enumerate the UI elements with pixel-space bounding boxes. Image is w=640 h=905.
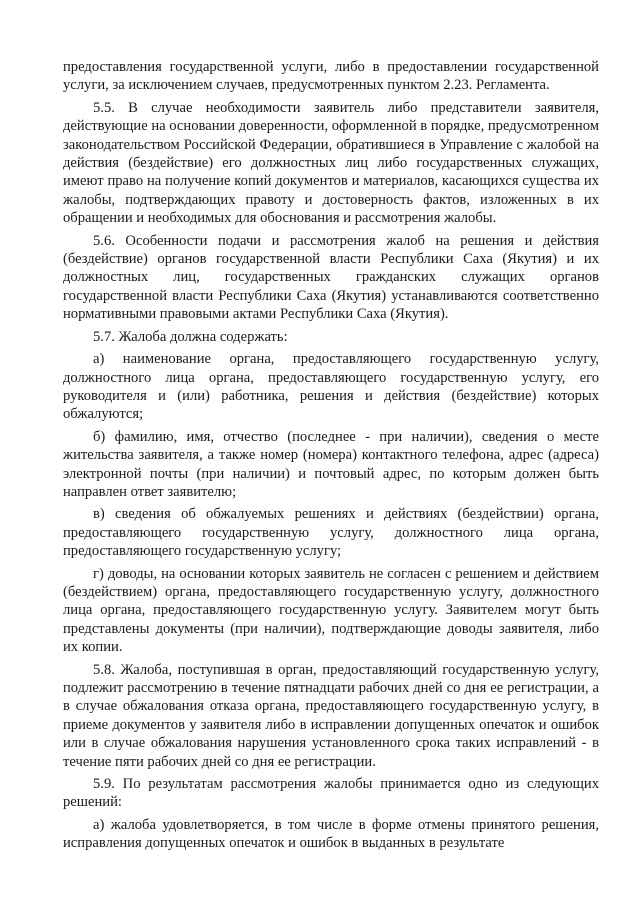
paragraph-continuation: предоставления государственной услуги, либо в предоставлении государственной услуги, за исключением случаев, предусмотренных пунктом 2.23. Регламента. <box>63 59 599 94</box>
paragraph-5-5: 5.5. В случае необходимости заявитель либо представители заявителя, действующие на основании доверенности, оформленной в порядке, предусмотренном законодательством Российской Федерации, обратившиеся в Управление с жалобой на действия (бездействие) его должностных лиц либо государственных служащих, имеют право на получение копий документов и материалов, касающихся существа их жалобы, подтверждающих правоту и достоверность фактов, изложенных в их обращении и необходимых для обоснования и рассмотрения жалобы. <box>63 99 599 227</box>
list-item-v: в) сведения об обжалуемых решениях и действиях (бездействии) органа, предоставляющего государственную услугу, должностного лица органа, предоставляющего государственную услугу; <box>63 506 599 560</box>
paragraph-5-9: 5.9. По результатам рассмотрения жалобы принимается одно из следующих решений: <box>63 776 599 811</box>
list-item-a: а) наименование органа, предоставляющего государственную услугу, должностного лица органа, предоставляющего государственную услугу, его руководителя и (или) работника, решения и действия (бездействие) которых обжалуются; <box>63 351 599 423</box>
list-item-b: б) фамилию, имя, отчество (последнее - при наличии), сведения о месте жительства заявителя, а также номер (номера) контактного телефона, адрес (адреса) электронной почты (при наличии) и почтовый адрес, по которым должен быть направлен ответ заявителю; <box>63 428 599 500</box>
paragraph-5-7: 5.7. Жалоба должна содержать: <box>93 328 288 345</box>
paragraph-5-6: 5.6. Особенности подачи и рассмотрения жалоб на решения и действия (бездействие) органов государственной власти Республики Саха (Якутия) и их должностных лиц, государственных гражданских служащих органов государственной власти Республики Саха (Якутия) устанавливаются соответственно нормативными правовыми актами Республики Саха (Якутия). <box>63 232 599 323</box>
paragraph-5-8: 5.8. Жалоба, поступившая в орган, предоставляющий государственную услугу, подлежит рассмотрению в течение пятнадцати рабочих дней со дня ее регистрации, а в случае обжалования отказа органа, предоставляющего государственную услугу, в приеме документов у заявителя либо в исправлении допущенных опечаток и ошибок или в случае обжалования нарушения установленного срока таких исправлений - в течение пяти рабочих дней со дня ее регистрации. <box>63 661 599 770</box>
list-item-g: г) доводы, на основании которых заявитель не согласен с решением и действием (бездействием) органа, предоставляющего государственную услугу, должностного лица органа, предоставляющего государственную услугу. Заявителем могут быть представлены документы (при наличии), подтверждающие доводы заявителя, либо их копии. <box>63 565 599 656</box>
document-body <box>63 58 599 857</box>
decision-item-a: а) жалоба удовлетворяется, в том числе в форме отмены принятого решения, исправления допущенных опечаток и ошибок в выданных в результате <box>63 816 599 852</box>
